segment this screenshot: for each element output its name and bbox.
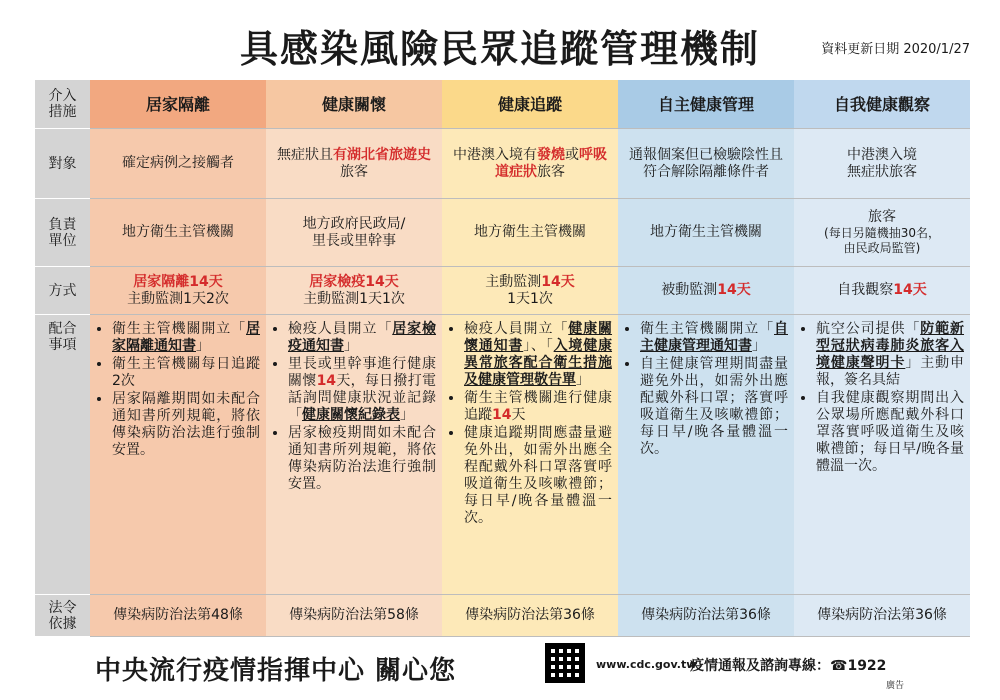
method-row xyxy=(35,267,970,315)
law-cell: 傳染病防治法第48條 xyxy=(90,595,266,637)
unit-cell xyxy=(794,199,970,267)
target-cell xyxy=(442,129,618,199)
target-text: 中港澳入境有 xyxy=(453,146,537,163)
unit-cell: 地方衛生主管機關 xyxy=(90,199,266,267)
method-text: 1天1次 xyxy=(507,290,553,307)
method-cell xyxy=(618,267,794,315)
measures-cell xyxy=(90,315,266,595)
law-row xyxy=(35,595,970,637)
footer-org: 中央流行疫情指揮中心 關心您 xyxy=(95,656,457,686)
measures-row xyxy=(35,315,970,595)
method-text: 被動監測 xyxy=(661,282,718,298)
method-cell xyxy=(266,267,442,315)
method-cell xyxy=(442,267,618,315)
measures-cell xyxy=(794,315,970,595)
unit-cell: 地方衛生主管機關 xyxy=(618,199,794,267)
target-highlight: 發燒 xyxy=(537,146,565,163)
row-label-method: 方式 xyxy=(35,267,90,315)
row-label-law: 法令 依據 xyxy=(35,595,90,637)
method-highlight: 14天 xyxy=(893,282,927,298)
list-item: • 里長或里幹事進行健康關懷14天，每日撥打電話詢問健康狀況並記錄「健康關懷紀錄表」 xyxy=(288,356,436,424)
method-text: 自我觀察 xyxy=(837,282,894,298)
list-item: • 衛生主管機關開立「居家隔離通知書」 xyxy=(112,321,260,355)
ad-label: 廣告 xyxy=(886,681,905,691)
list-item: • 衛生主管機關每日追蹤2次 xyxy=(112,356,260,390)
header-row xyxy=(35,80,970,129)
update-date: 資料更新日期 2020/1/27 xyxy=(821,42,970,57)
law-cell: 傳染病防治法第36條 xyxy=(442,595,618,637)
website-link[interactable]: www.cdc.gov.tw xyxy=(596,658,697,671)
method-cell xyxy=(90,267,266,315)
target-row xyxy=(35,129,970,199)
law-cell: 傳染病防治法第36條 xyxy=(794,595,970,637)
hotline xyxy=(690,655,886,675)
unit-text: 旅客 xyxy=(868,209,896,225)
list-item: • 居家隔離期間如未配合通知書所列規範，將依傳染病防治法進行強制安置。 xyxy=(112,391,260,459)
col-header-health-care: 健康關懷 xyxy=(266,80,442,129)
target-text: 旅客 xyxy=(340,163,368,180)
measures-cell xyxy=(266,315,442,595)
management-table xyxy=(35,80,970,637)
method-highlight: 14天 xyxy=(717,282,751,298)
col-header-home-isolation: 居家隔離 xyxy=(90,80,266,129)
method-highlight: 居家隔離14天 xyxy=(133,273,223,290)
method-text: 主動監測1天1次 xyxy=(303,290,405,307)
row-label-target: 對象 xyxy=(35,129,90,199)
method-cell xyxy=(794,267,970,315)
col-header-health-tracking: 健康追蹤 xyxy=(442,80,618,129)
unit-cell: 地方政府民政局/ 里長或里幹事 xyxy=(266,199,442,267)
list-item: • 檢疫人員開立「健康關懷通知書」、「入境健康異常旅客配合衛生措施及健康管理敬告單」 xyxy=(464,321,612,389)
hotline-number: 1922 xyxy=(847,658,887,674)
page-title: 具感染風險民眾追蹤管理機制 xyxy=(239,27,760,71)
measures-cell xyxy=(618,315,794,595)
target-cell: 確定病例之接觸者 xyxy=(90,129,266,199)
list-item: • 自我健康觀察期間出入公眾場所應配戴外科口罩落實呼吸道衛生及咳嗽禮節；每日早/晚各量體溫一次。 xyxy=(816,390,964,475)
method-text: 主動監測 xyxy=(485,273,542,290)
list-item: • 衛生主管機關進行健康追蹤14天 xyxy=(464,390,612,424)
law-cell: 傳染病防治法第36條 xyxy=(618,595,794,637)
row-label-unit: 負責 單位 xyxy=(35,199,90,267)
target-highlight: 呼吸道症狀 xyxy=(495,146,607,180)
method-text: 主動監測1天2次 xyxy=(127,290,229,307)
list-item: • 衛生主管機關開立「自主健康管理通知書」 xyxy=(640,321,788,355)
target-highlight: 有湖北省旅遊史 xyxy=(333,146,431,163)
hotline-label: 疫情通報及諮詢專線： xyxy=(690,658,830,674)
target-cell xyxy=(266,129,442,199)
col-header-self-observation: 自我健康觀察 xyxy=(794,80,970,129)
row-label-intervention: 介入 措施 xyxy=(35,80,90,129)
measures-cell xyxy=(442,315,618,595)
target-cell: 中港澳入境 無症狀旅客 xyxy=(794,129,970,199)
unit-row xyxy=(35,199,970,267)
target-cell: 通報個案但已檢驗陰性且符合解除隔離條件者 xyxy=(618,129,794,199)
qr-code-icon[interactable] xyxy=(545,643,585,683)
list-item: • 自主健康管理期間盡量避免外出，如需外出應配戴外科口罩；落實呼吸道衛生及咳嗽禮節；每日早/晚各量體溫一次。 xyxy=(640,356,788,458)
target-text: 無症狀且 xyxy=(277,146,333,163)
list-item: • 健康追蹤期間應盡量避免外出，如需外出應全程配戴外科口罩落實呼吸道衛生及咳嗽禮節；每日早/晚各量體溫一次。 xyxy=(464,425,612,527)
target-text: 或 xyxy=(565,146,579,163)
list-item: • 航空公司提供「防範新型冠狀病毒肺炎旅客入境健康聲明卡」主動申報，簽名具結 xyxy=(816,321,964,389)
list-item: • 檢疫人員開立「居家檢疫通知書」 xyxy=(288,321,436,355)
unit-cell: 地方衛生主管機關 xyxy=(442,199,618,267)
phone-icon: ☎ xyxy=(830,658,848,674)
method-highlight: 14天 xyxy=(541,273,575,290)
target-text: 旅客 xyxy=(537,163,565,180)
row-label-measures: 配合 事項 xyxy=(35,315,90,595)
unit-note: (每日另隨機抽30名， 由民政局監管) xyxy=(824,226,940,255)
law-cell: 傳染病防治法第58條 xyxy=(266,595,442,637)
list-item: • 居家檢疫期間如未配合通知書所列規範，將依傳染病防治法進行強制安置。 xyxy=(288,425,436,493)
col-header-self-management: 自主健康管理 xyxy=(618,80,794,129)
method-highlight: 居家檢疫14天 xyxy=(309,273,399,290)
